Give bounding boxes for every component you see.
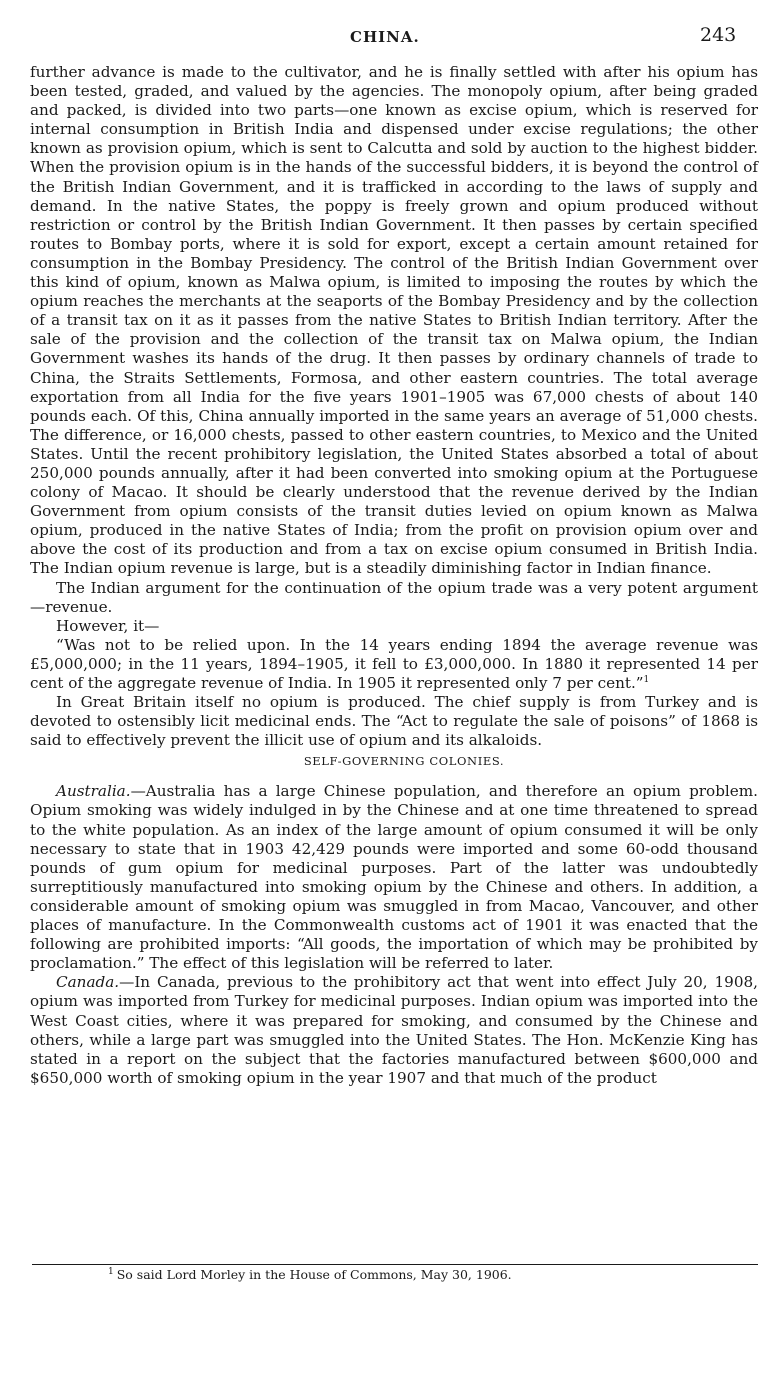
run-in-heading-canada: Canada. xyxy=(56,973,120,992)
quotation-text: “Was not to be relied upon. In the 14 years ending 1894 the average revenue was £5,000,000; in the 11 years, 1894–1905, it fell to £3,000,000. In 1880 it represented 14 per cent of the aggregate revenue of India. In 1905 it represented only 7 per cent.” xyxy=(30,635,758,692)
page-number: 243 xyxy=(700,24,737,46)
quotation xyxy=(30,636,758,693)
body-text xyxy=(30,63,758,1088)
footnote-mark: 1 xyxy=(108,1267,114,1277)
paragraph-great-britain: In Great Britain itself no opium is produced. The chief supply is from Turkey and is devoted to ostensibly licit medicinal ends. The “Act to regulate the sale of poisons” of 1868 is said to effectively prevent the illicit use of opium and its alkaloids. xyxy=(30,693,758,750)
paragraph-however: However, it— xyxy=(56,616,160,635)
footnote-reference: 1 xyxy=(643,674,650,685)
running-title: CHINA. xyxy=(350,28,420,46)
paragraph-opium-trade: further advance is made to the cultivator, and he is finally settled with after his opium has been tested, graded, and valued by the agencies. The monopoly opium, after being graded and packed, is divided into two parts—one known as excise opium, which is reserved for internal consumption in British India and dispensed under excise regulations; the other known as provision opium, which is sent to Calcutta and sold by auction to the highest bidder. When the provision opium is in the hands of the successful bidders, it is beyond the control of the British Indian Government, and it is trafficked in according to the laws of supply and demand. In the native States, the poppy is freely grown and opium produced without restriction or control by the British Indian Government. It then passes by certain specified routes to Bombay ports, where it is sold for export, except a certain amount retained for consumption in the Bombay Presidency. The control of the British Indian Government over this kind of opium, known as Malwa opium, is limited to imposing the routes by which the opium reaches the merchants at the seaports of the Bombay Presidency and by the collection of a transit tax on it as it passes from the native States to British Indian territory. After the sale of the provision and the collection of the transit tax on Malwa opium, the Indian Government washes its hands of the drug. It then passes by ordinary channels of trade to China, the Straits Settlements, Formosa, and other eastern countries. The total average exportation from all India for the five years 1901–1905 was 67,000 chests of about 140 pounds each. Of this, China annually imported in the same years an average of 51,000 chests. The difference, or 16,000 chests, passed to other eastern countries, to Mexico and the United States. Until the recent prohibitory legislation, the United States absorbed a total of about 250,000 pounds annually, after it had been converted into smoking opium at the Portuguese colony of Macao. It should be clearly understood that the revenue derived by the Indian Government from opium consists of the transit duties levied on opium known as Malwa opium, produced in the native States of India; from the profit on provision opium over and above the cost of its production and from a tax on excise opium consumed in British India. The Indian opium revenue is large, but is a steadily diminishing factor in Indian finance. xyxy=(30,63,758,578)
paragraph-canada-text: —In Canada, previous to the prohibitory act that went into effect July 20, 1908, opium was imported from Turkey for medicinal purposes. Indian opium was imported into the West Coast cities, where it was prepared for smoking, and consumed by the Chinese and others, while a large part was smuggled into the United States. The Hon. McKenzie King has stated in a report on the subject that the factories manufactured between $600,000 and $650,000 worth of smoking opium in the year 1907 and that much of the product xyxy=(30,973,758,1087)
running-head xyxy=(0,24,783,48)
paragraph-australia-text: —Australia has a large Chinese population, and therefore an opium problem. Opium smoking was widely indulged in by the Chinese and at one time threatened to spread to the white population. As an index of the large amount of opium consumed it will be only necessary to state that in 1903 42,429 pounds were imported and some 60-odd thousand pounds of gum opium for medicinal purposes. Part of the latter was undoubtedly surreptitiously manufactured into smoking opium by the Chinese and others. In addition, a considerable amount of smoking opium was smuggled in from Macao, Vancouver, and other places of manufacture. In the Commonwealth customs act of 1901 it was enacted that the following are prohibited imports: “All goods, the importation of which may be prohibited by proclamation.” The effect of this legislation will be referred to later. xyxy=(30,782,758,973)
paragraph-revenue-argument: The Indian argument for the continuation of the opium trade was a very potent argument—revenue. xyxy=(30,578,758,616)
paragraph-canada xyxy=(30,973,758,1088)
paragraph-australia xyxy=(30,782,758,973)
footnote xyxy=(108,1264,748,1283)
section-heading: SELF-GOVERNING COLONIES. xyxy=(303,754,505,769)
run-in-heading-australia: Australia. xyxy=(56,782,131,801)
footnote-text: So said Lord Morley in the House of Commons, May 30, 1906. xyxy=(116,1267,512,1283)
